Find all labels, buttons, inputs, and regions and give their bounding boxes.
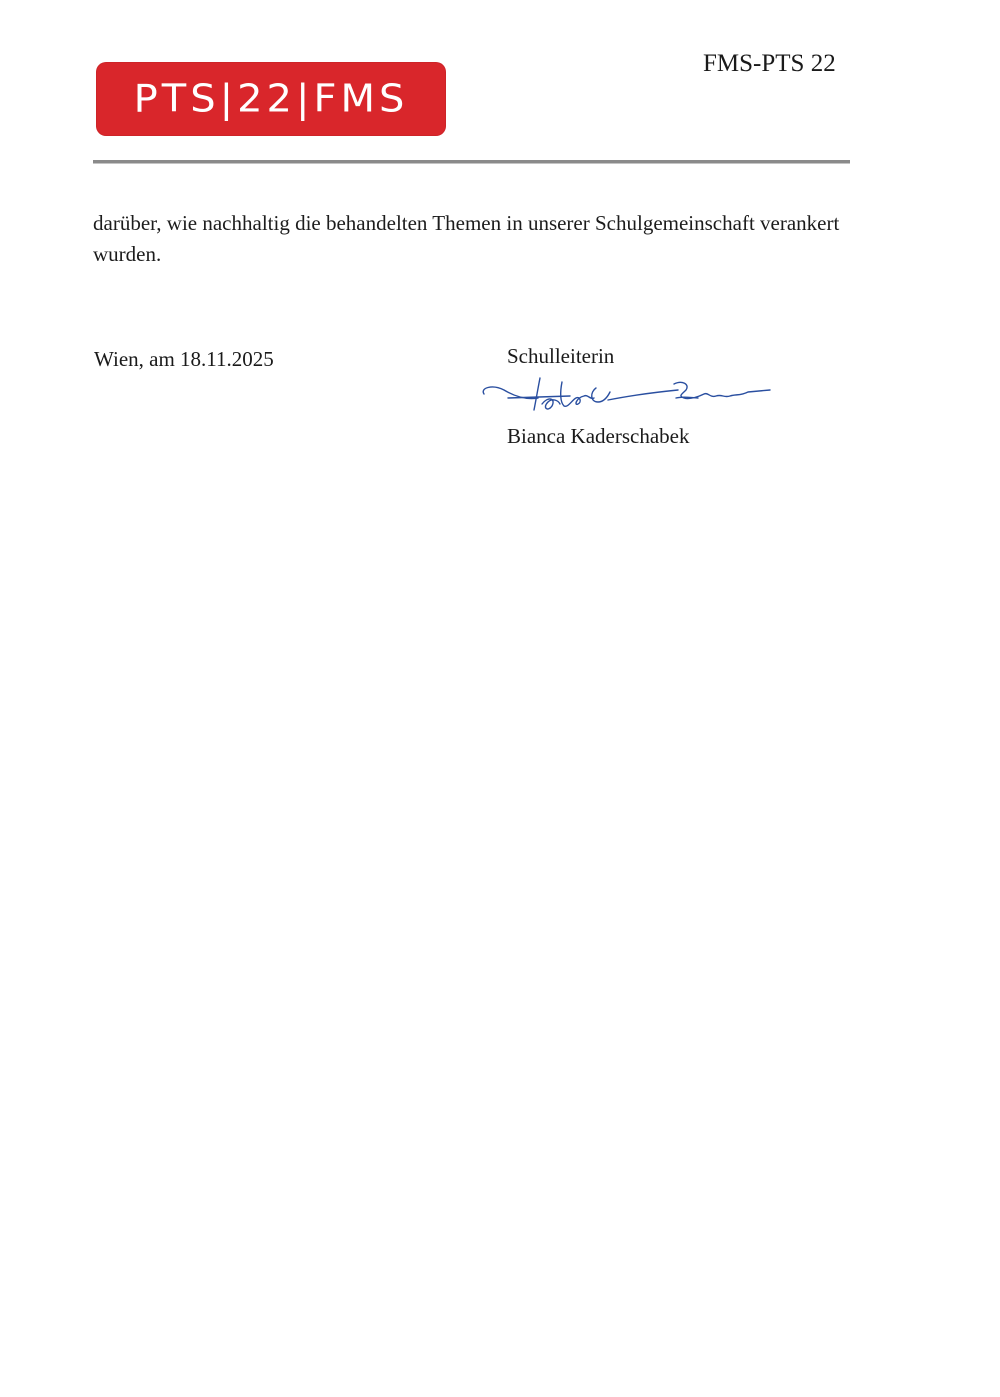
document-code: FMS-PTS 22 <box>703 50 836 77</box>
body-paragraph: darüber, wie nachhaltig die behandelten Themen in unserer Schulgemeinschaft verankert wurden. <box>93 211 840 266</box>
signature-image <box>478 374 778 420</box>
signer-role: Schulleiterin <box>507 344 615 368</box>
place-date: Wien, am 18.11.2025 <box>94 347 274 371</box>
signer-name: Bianca Kaderschabek <box>507 424 690 448</box>
header-divider <box>93 160 850 163</box>
logo-text: PTS|22|FMS <box>133 77 409 121</box>
school-logo <box>96 62 446 136</box>
